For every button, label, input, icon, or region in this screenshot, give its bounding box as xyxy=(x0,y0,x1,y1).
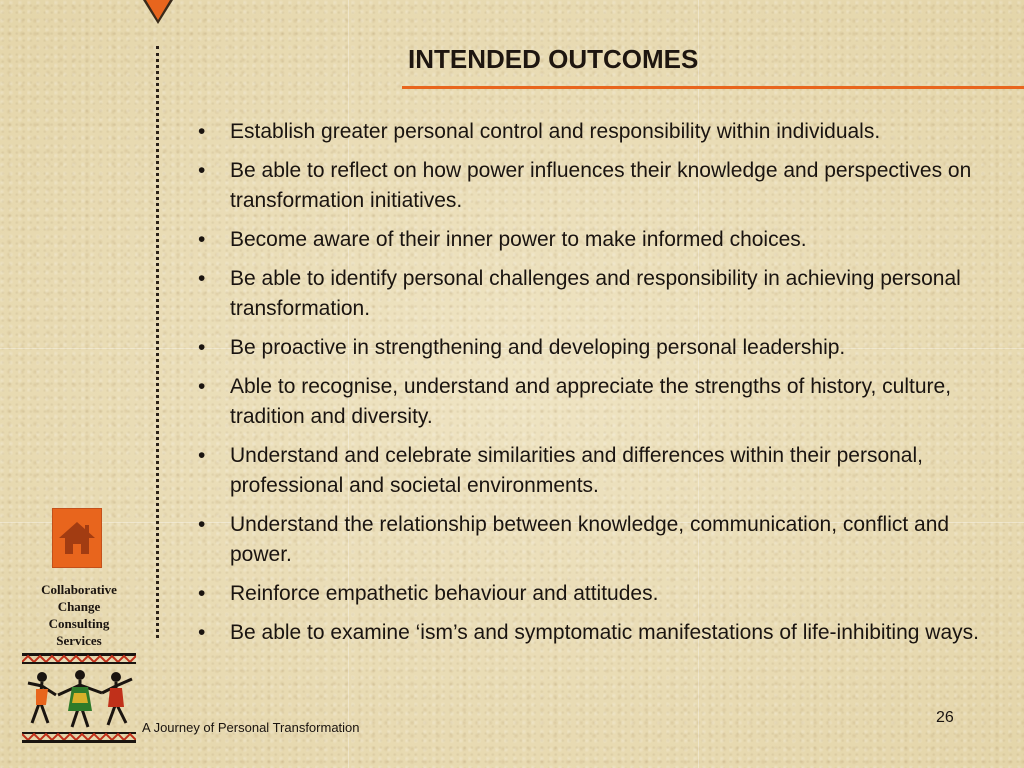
company-name xyxy=(20,581,138,649)
list-item-text: Establish greater personal control and responsibility within individuals. xyxy=(230,120,881,143)
list-item xyxy=(196,579,996,609)
list-item xyxy=(196,441,996,501)
list-item xyxy=(196,372,996,432)
bullet-marker: • xyxy=(198,228,206,251)
list-item-text: Understand the relationship between knowledge, communication, conflict and power. xyxy=(230,513,950,566)
slide-title: INTENDED OUTCOMES xyxy=(408,44,699,74)
list-item-text: Able to recognise, understand and appreciate the strengths of history, culture, tradition and diversity. xyxy=(230,375,952,428)
bullet-marker: • xyxy=(198,159,206,182)
bullet-marker: • xyxy=(198,621,206,644)
list-item xyxy=(196,225,996,255)
list-item-text: Understand and celebrate similarities and differences within their personal, professional and societal environments. xyxy=(230,444,923,497)
company-line: Change xyxy=(57,599,101,614)
title-underline xyxy=(402,86,1024,89)
home-button[interactable] xyxy=(52,508,102,568)
list-item-text: Reinforce empathetic behaviour and attitudes. xyxy=(230,582,659,605)
list-item xyxy=(196,264,996,324)
list-item-text: Become aware of their inner power to make informed choices. xyxy=(230,228,807,251)
bullet-marker: • xyxy=(198,513,206,536)
home-icon xyxy=(57,518,97,558)
outcome-list xyxy=(196,117,996,657)
bullet-marker: • xyxy=(198,375,206,398)
list-item xyxy=(196,333,996,363)
list-item-text: Be able to identify personal challenges and responsibility in achieving personal transformation. xyxy=(230,267,961,320)
bullet-marker: • xyxy=(198,120,206,143)
list-item xyxy=(196,117,996,147)
list-item-text: Be able to examine ‘ism’s and symptomatic manifestations of life-inhibiting ways. xyxy=(230,621,979,644)
dotted-divider xyxy=(156,46,159,638)
company-line: Services xyxy=(56,633,102,648)
company-line: Consulting xyxy=(48,616,110,631)
list-item xyxy=(196,156,996,216)
bullet-marker: • xyxy=(198,582,206,605)
company-line: Collaborative xyxy=(41,582,117,597)
dancing-figures-logo xyxy=(22,653,136,743)
bullet-marker: • xyxy=(198,336,206,359)
list-item xyxy=(196,510,996,570)
page-number: 26 xyxy=(936,709,954,726)
footer-text: A Journey of Personal Transformation xyxy=(142,720,360,735)
list-item xyxy=(196,618,996,648)
list-item-text: Be proactive in strengthening and developing personal leadership. xyxy=(230,336,846,359)
top-marker xyxy=(146,0,170,20)
list-item-text: Be able to reflect on how power influences their knowledge and perspectives on transformation initiatives. xyxy=(230,159,972,212)
bullet-marker: • xyxy=(198,444,206,467)
bullet-marker: • xyxy=(198,267,206,290)
